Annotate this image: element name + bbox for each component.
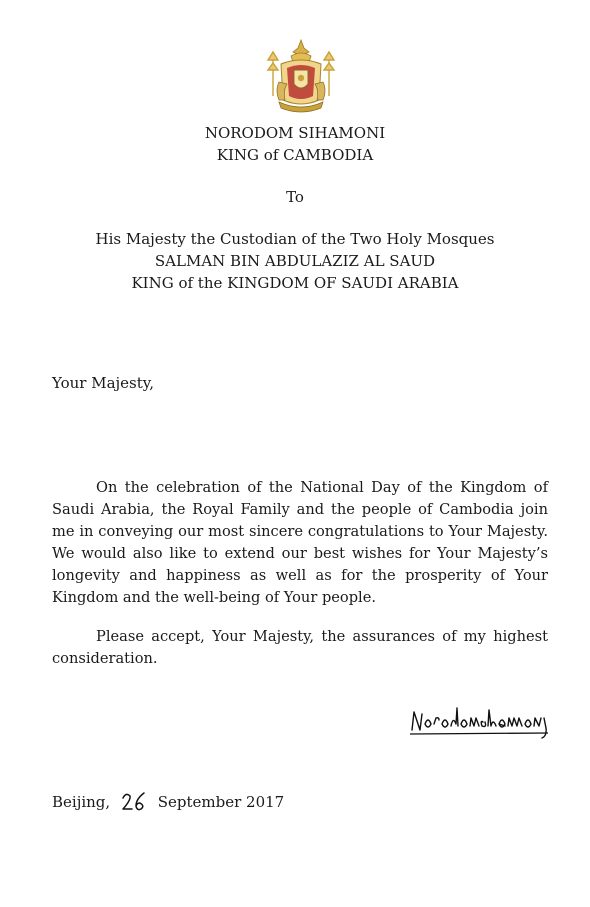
place: Beijing, — [52, 793, 111, 811]
recipient-honorific: His Majesty the Custodian of the Two Holy Mosques — [95, 230, 495, 248]
handwritten-signature — [408, 700, 556, 742]
salutation: Your Majesty, — [52, 374, 155, 392]
sender-name: NORODOM SIHAMONI — [204, 124, 386, 142]
recipient-title: KING of the KINGDOM OF SAUDI ARABIA — [131, 274, 459, 292]
month-year: September 2017 — [157, 793, 285, 811]
body-paragraph-2: Please accept, Your Majesty, the assurances of my highest consideration. — [52, 628, 548, 667]
body-paragraph-1: On the celebration of the National Day of the Kingdom of Saudi Arabia, the Royal Family and the people of Cambodia join me in conveying our most sincere congratulations to Your Majesty. We would also like to extend our best wishes for Your Majesty’s longevity and happiness as well as for the prosperity of Your Kingdom and the well-being of Your people. — [52, 479, 548, 606]
handwritten-day — [119, 790, 149, 812]
place-and-date — [52, 790, 284, 812]
royal-emblem — [265, 38, 337, 118]
to-label: To — [286, 188, 304, 206]
recipient-name: SALMAN BIN ABDULAZIZ AL SAUD — [154, 252, 436, 270]
sender-title: KING of CAMBODIA — [216, 146, 374, 164]
